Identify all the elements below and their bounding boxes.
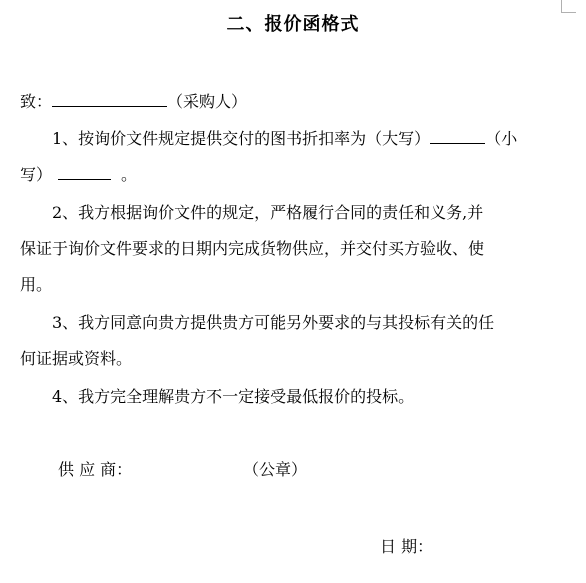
paragraph-2-line-3: 用。 bbox=[20, 275, 53, 294]
paragraph-2-line-1: 2、我方根据询价文件的规定，严格履行合同的责任和义务,并 bbox=[52, 203, 484, 222]
period: 。 bbox=[121, 165, 138, 184]
date-label: 日 期： bbox=[380, 537, 434, 556]
purchaser-suffix: （采购人） bbox=[167, 92, 248, 111]
supplier-label: 供 应 商： bbox=[58, 460, 133, 479]
seal-label: （公章） bbox=[243, 460, 308, 479]
purchaser-blank[interactable] bbox=[52, 90, 167, 107]
paragraph-3-line-2: 何证据或资料。 bbox=[20, 349, 133, 368]
discount-rate-text: 1、按询价文件规定提供交付的图书折扣率为（大写） bbox=[52, 129, 431, 148]
paragraph-2-line-2: 保证于询价文件要求的日期内完成货物供应，并交付买方验收、使 bbox=[20, 239, 485, 258]
paragraph-1-line-2 bbox=[20, 163, 137, 185]
document-title: 二、报价函格式 bbox=[226, 14, 360, 35]
lowercase-rate-blank[interactable] bbox=[58, 163, 111, 180]
to-label: 致： bbox=[20, 92, 53, 111]
lowercase-close: 写） bbox=[20, 165, 53, 184]
paragraph-4-line-1: 4、我方完全理解贵方不一定接受最低报价的投标。 bbox=[52, 387, 415, 406]
addressee-line bbox=[20, 90, 247, 112]
lowercase-open: （小 bbox=[485, 129, 518, 148]
uppercase-rate-blank[interactable] bbox=[430, 127, 485, 144]
paragraph-1-line-1 bbox=[52, 127, 517, 149]
paragraph-3-line-1: 3、我方同意向贵方提供贵方可能另外要求的与其投标有关的任 bbox=[52, 313, 495, 332]
